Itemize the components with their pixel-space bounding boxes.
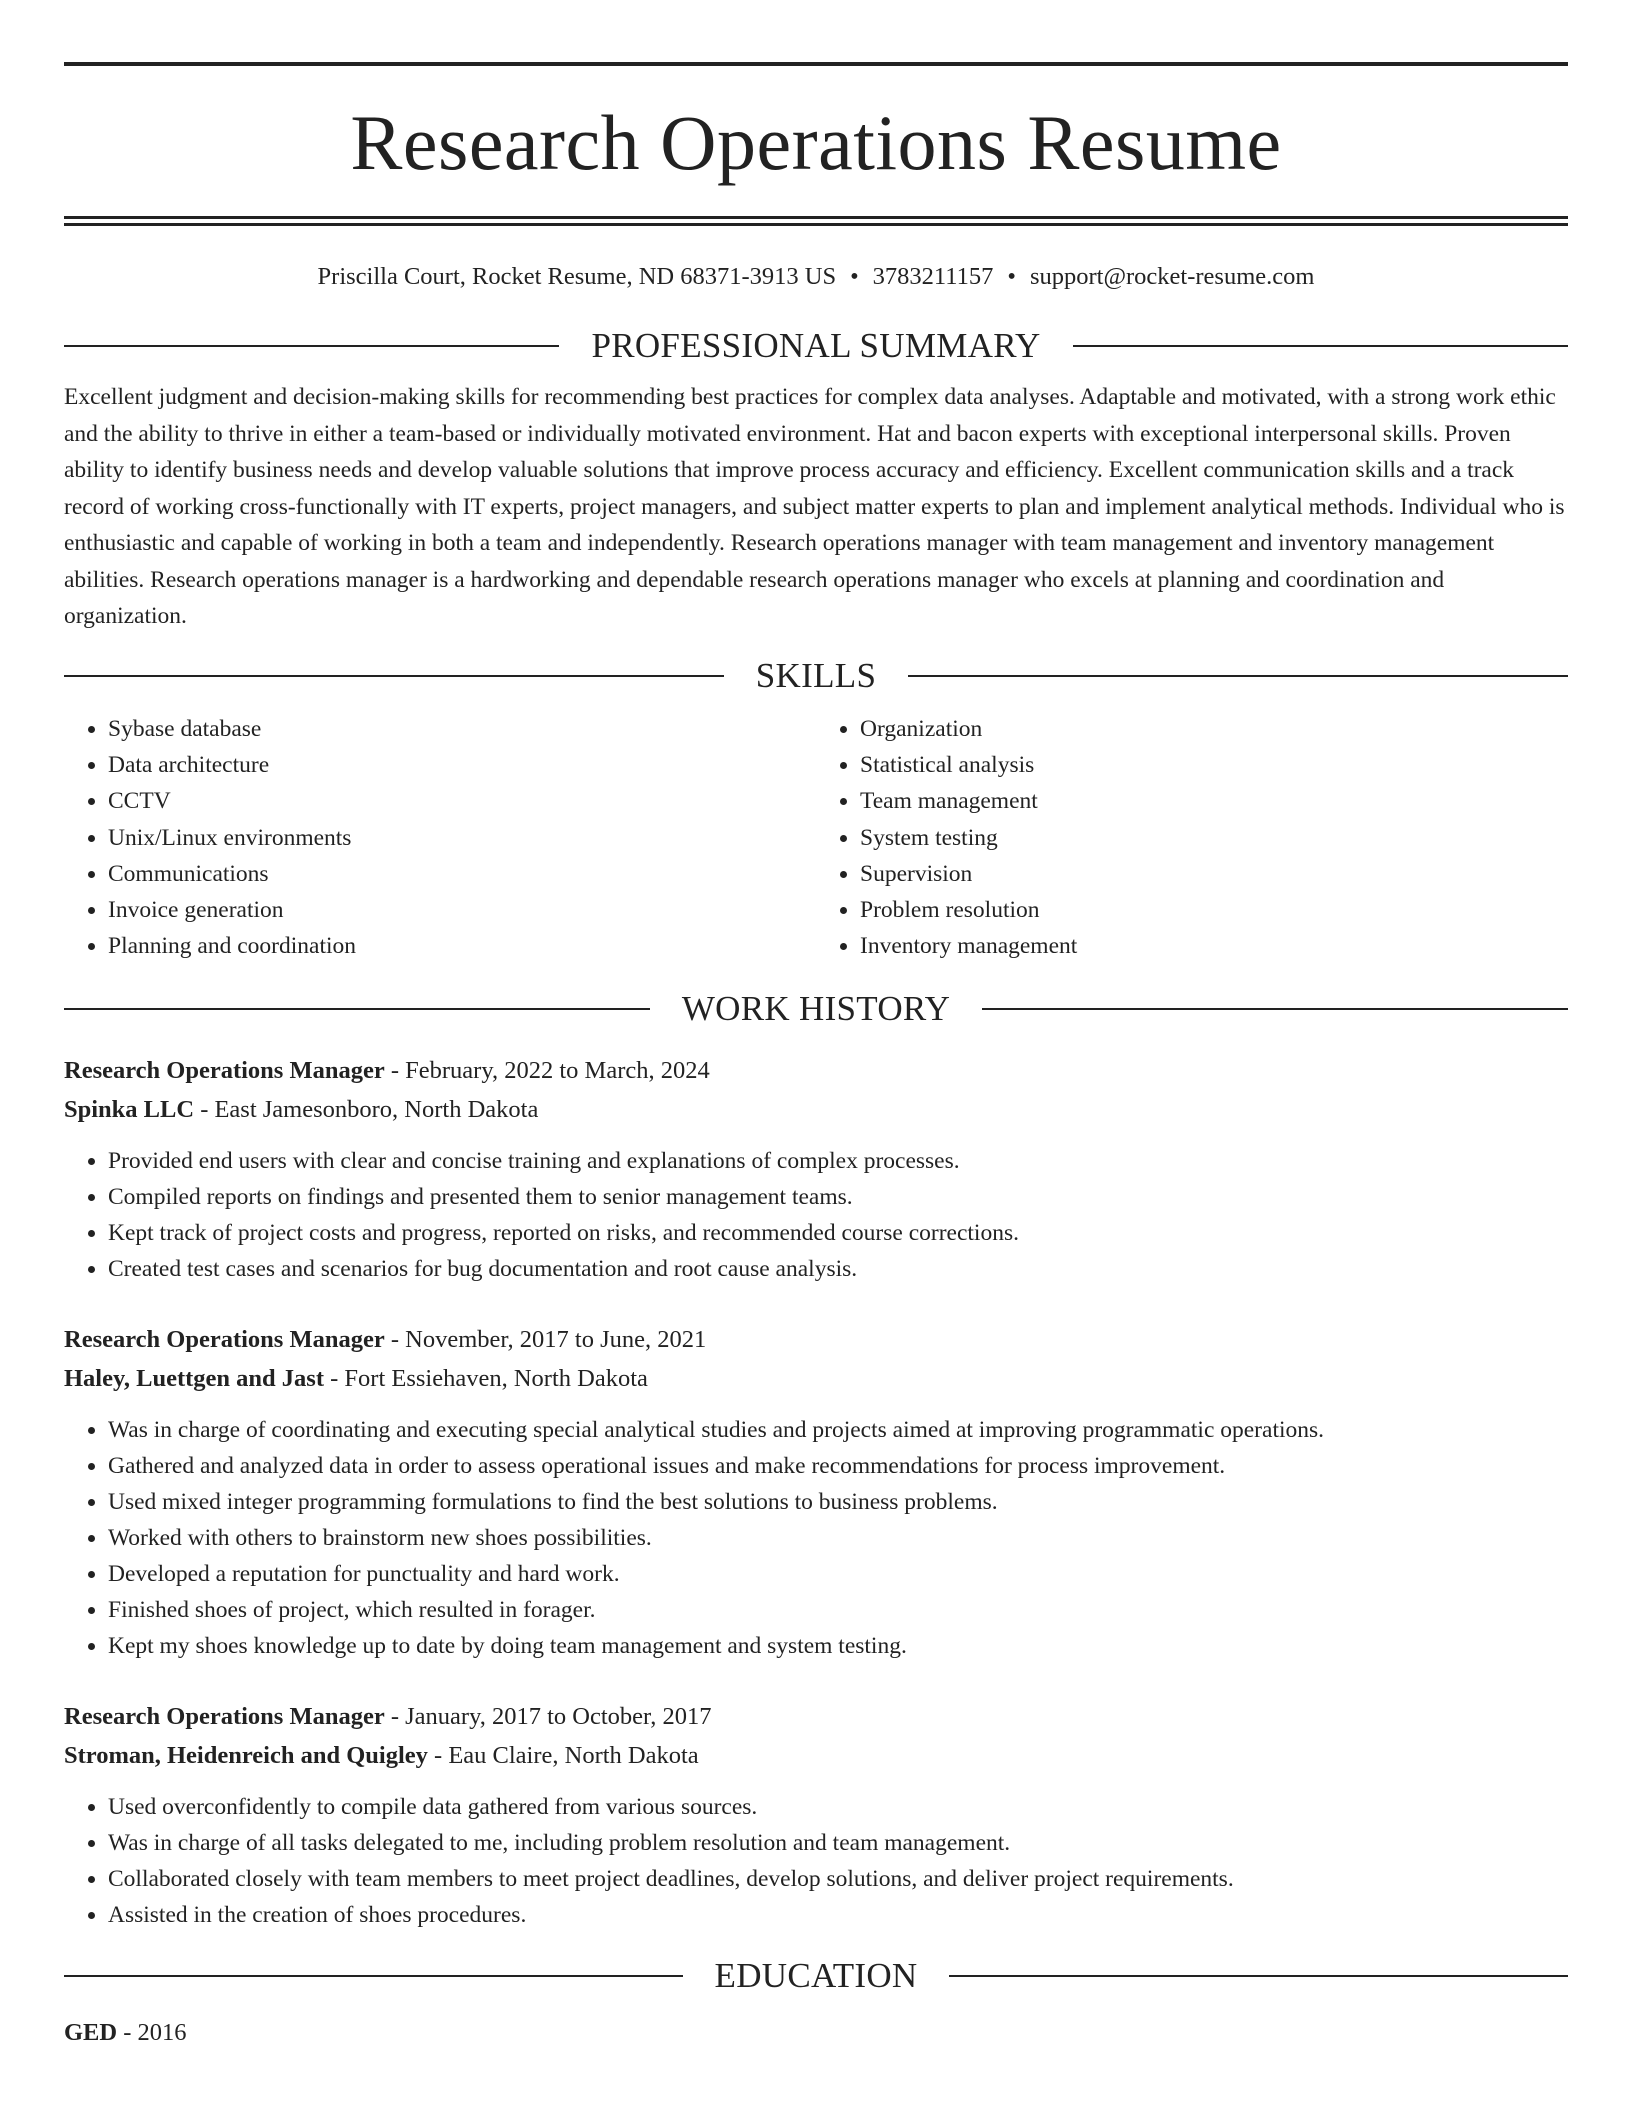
skill-item: • Unix/Linux environments [108, 820, 816, 856]
education-heading: EDUCATION [714, 1956, 918, 1996]
summary-text: Excellent judgment and decision-making skills for recommending best practices for complex data analyses. Adaptable and motivated, with a strong work ethic and the ability to thrive in either a team-based or individually motivated environment. Hat and bacon experts with exceptional interpersonal skills. Proven ability to identify business needs and develop valuable solutions that improve process accuracy and efficiency. Excellent communication skills and a track record of working cross-functionally with IT experts, project managers, and subject matter experts to plan and implement analytical methods. Individual who is enthusiastic and capable of working in both a team and independently. Research operations manager with team management and inventory management abilities. Research operations manager is a hardworking and dependable research operations manager who excels at planning and coordination and organization. [64, 384, 1565, 630]
job-entry [64, 1052, 1568, 1287]
job-title-line [64, 1052, 1568, 1091]
job-company: Stroman, Heidenreich and Quigley [64, 1741, 428, 1769]
section-rule [64, 1008, 650, 1010]
job-company-line [64, 1360, 1568, 1399]
job-bullet: • Finished shoes of project, which resulted in forager. [108, 1592, 1568, 1628]
job-bullet: • Compiled reports on findings and presented them to senior management teams. [108, 1179, 1568, 1215]
skill-item: • Inventory management [860, 928, 1568, 964]
job-dates: - January, 2017 to October, 2017 [384, 1703, 712, 1731]
education-year: - 2016 [117, 2019, 187, 2047]
job-bullet: • Created test cases and scenarios for bug documentation and root cause analysis. [108, 1251, 1568, 1287]
job-bullets [64, 1789, 1568, 1933]
summary-heading: PROFESSIONAL SUMMARY [591, 326, 1041, 366]
work-section-header [64, 988, 1568, 1030]
skills-column-left [64, 711, 816, 964]
job-title: Research Operations Manager [64, 1326, 385, 1354]
job-bullet: • Collaborated closely with team members to meet project deadlines, develop solutions, and deliver project requirements. [108, 1861, 1568, 1897]
job-dates: - February, 2022 to March, 2024 [384, 1057, 710, 1085]
contact-separator: • [1007, 263, 1016, 290]
job-location: - East Jamesonboro, North Dakota [194, 1095, 539, 1123]
page-title: Research Operations Resume [350, 99, 1282, 186]
skills-list [64, 711, 1568, 964]
job-bullet: • Gathered and analyzed data in order to assess operational issues and make recommendations for process improvement. [108, 1448, 1568, 1484]
job-bullet: • Provided end users with clear and concise training and explanations of complex processes. [108, 1143, 1568, 1179]
job-bullet: • Kept track of project costs and progress, reported on risks, and recommended course corrections. [108, 1215, 1568, 1251]
skill-item: • System testing [860, 820, 1568, 856]
section-rule [64, 1975, 683, 1977]
title-double-rule [64, 216, 1568, 226]
job-company: Spinka LLC [64, 1095, 195, 1123]
section-rule [982, 1008, 1568, 1010]
summary-section-header [64, 325, 1568, 367]
skill-item: • Invoice generation [108, 892, 816, 928]
contact-line [64, 262, 1568, 291]
job-location: - Eau Claire, North Dakota [427, 1741, 699, 1769]
education-entry [64, 2015, 1568, 2051]
job-bullet: • Worked with others to brainstorm new shoes possibilities. [108, 1520, 1568, 1556]
job-bullet: • Used mixed integer programming formulations to find the best solutions to business problems. [108, 1484, 1568, 1520]
job-bullet: • Developed a reputation for punctuality and hard work. [108, 1556, 1568, 1592]
job-bullet: • Was in charge of all tasks delegated to me, including problem resolution and team management. [108, 1825, 1568, 1861]
resume-page [64, 62, 1568, 2051]
skill-item: • Problem resolution [860, 892, 1568, 928]
skill-item: • Team management [860, 783, 1568, 819]
job-bullet: • Assisted in the creation of shoes procedures. [108, 1897, 1568, 1933]
education-degree: GED [64, 2019, 118, 2047]
skills-column-right [816, 711, 1568, 964]
job-company: Haley, Luettgen and Jast [64, 1364, 324, 1392]
job-bullets [64, 1143, 1568, 1287]
section-rule [1073, 345, 1568, 347]
contact-phone: 3783211157 [872, 263, 994, 290]
contact-email: support@rocket-resume.com [1029, 263, 1315, 290]
skill-item: • Statistical analysis [860, 747, 1568, 783]
job-entry [64, 1698, 1568, 1933]
skills-heading: SKILLS [755, 655, 877, 695]
job-title-line [64, 1698, 1568, 1737]
job-bullet: • Used overconfidently to compile data gathered from various sources. [108, 1789, 1568, 1825]
contact-address: Priscilla Court, Rocket Resume, ND 68371-3913 US [317, 263, 837, 290]
section-rule [949, 1975, 1568, 1977]
job-bullet: • Kept my shoes knowledge up to date by doing team management and system testing. [108, 1628, 1568, 1664]
job-bullets [64, 1412, 1568, 1664]
skill-item: • Supervision [860, 856, 1568, 892]
job-entry [64, 1321, 1568, 1664]
contact-separator: • [850, 263, 859, 290]
skill-item: • Planning and coordination [108, 928, 816, 964]
job-company-line [64, 1737, 1568, 1776]
skill-item: • Organization [860, 711, 1568, 747]
job-bullet: • Was in charge of coordinating and executing special analytical studies and projects aimed at improving programmatic operations. [108, 1412, 1568, 1448]
skill-item: • Sybase database [108, 711, 816, 747]
section-rule [908, 675, 1568, 677]
section-rule [64, 675, 724, 677]
section-rule [64, 345, 559, 347]
skills-section-header [64, 655, 1568, 697]
skill-item: • Communications [108, 856, 816, 892]
job-dates: - November, 2017 to June, 2021 [384, 1326, 707, 1354]
skill-item: • Data architecture [108, 747, 816, 783]
job-title-line [64, 1321, 1568, 1360]
education-section-header [64, 1955, 1568, 1997]
skill-item: • CCTV [108, 783, 816, 819]
job-title: Research Operations Manager [64, 1057, 385, 1085]
job-location: - Fort Essiehaven, North Dakota [324, 1364, 648, 1392]
job-company-line [64, 1091, 1568, 1130]
job-title: Research Operations Manager [64, 1703, 385, 1731]
work-heading: WORK HISTORY [681, 989, 951, 1029]
